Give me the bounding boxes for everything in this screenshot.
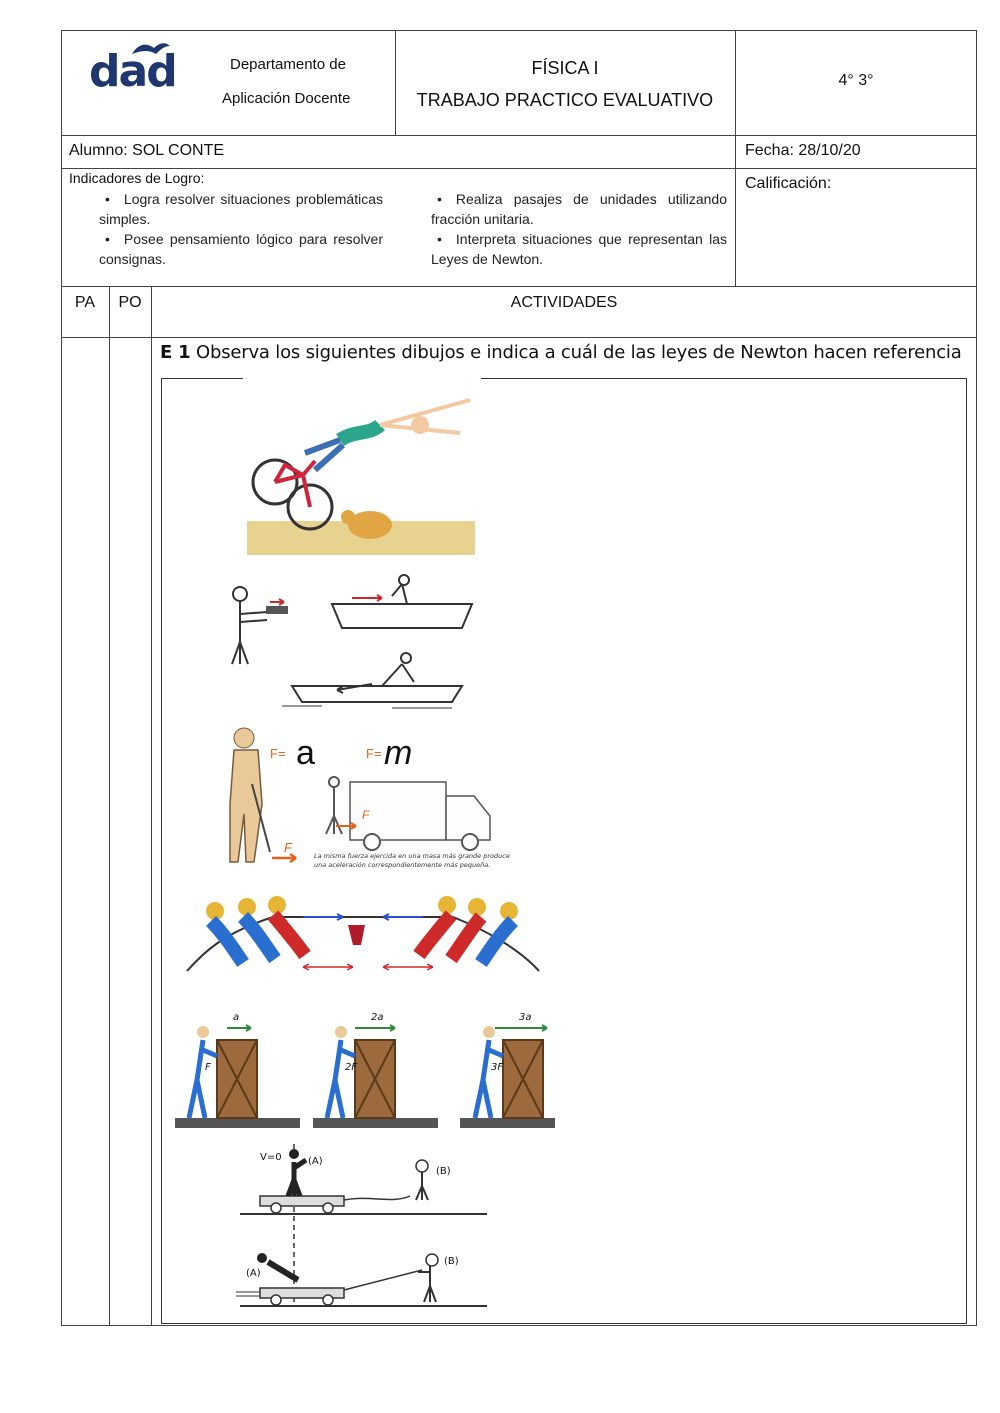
indicator-item: • Posee pensamiento lógico para resolver consignas. — [99, 231, 383, 267]
crate-acc-2: 2a — [371, 1012, 384, 1023]
date-value: 28/10/20 — [798, 142, 861, 159]
course-label: 4° 3° — [838, 72, 874, 89]
force-label-golfer: F — [284, 840, 292, 855]
figure-tug-of-war — [183, 893, 543, 978]
caption-line-2: una aceleración correspondientemente más pequeña. — [314, 861, 491, 869]
indicators-title: Indicadores de Logro: — [69, 170, 205, 186]
column-activities: ACTIVIDADES — [510, 294, 618, 311]
dad-logo — [80, 40, 190, 102]
indicator-item: • Realiza pasajes de unidades utilizando fracción unitaria. — [431, 191, 727, 227]
subject-title: FÍSICA I — [531, 58, 599, 78]
crate-acc-3: 3a — [519, 1012, 532, 1023]
figure-bike-crash — [245, 385, 485, 560]
divider-logo — [395, 30, 396, 135]
student-label: Alumno: — [69, 142, 128, 159]
divider-student — [61, 168, 977, 169]
crate-scene-3 — [460, 1025, 555, 1128]
date-row — [745, 142, 861, 160]
exercise-line — [160, 342, 962, 363]
crate-acc-1: a — [233, 1012, 240, 1023]
dept-line-1: Departamento de — [230, 56, 346, 73]
illustrations-box-gap — [243, 374, 481, 382]
logo-text: dad — [89, 46, 176, 97]
dept-line-2: Aplicación Docente — [222, 90, 351, 107]
force-label-truck: F — [362, 808, 370, 822]
crate-scene-1 — [175, 1025, 300, 1128]
figure-pushing-crates — [175, 1010, 555, 1135]
formula-acceleration: a — [296, 734, 315, 772]
exercise-number: E 1 — [160, 342, 191, 363]
divider-right — [735, 30, 736, 286]
crate-force-1: F — [205, 1062, 211, 1073]
rope-flag — [348, 925, 365, 945]
team-red — [419, 896, 518, 963]
work-title: TRABAJO PRACTICO EVALUATIVO — [416, 90, 714, 110]
divider-indicators — [61, 286, 977, 287]
formula-f-1: F= — [270, 746, 286, 761]
boat-upper — [332, 604, 472, 628]
formula-f-2: F= — [366, 746, 382, 761]
team-blue — [206, 896, 305, 963]
date-label: Fecha: — [745, 142, 794, 159]
divider-po — [151, 286, 152, 1326]
student-name: SOL CONTE — [132, 142, 225, 159]
grade-label: Calificación: — [745, 175, 832, 192]
label-b-bottom: (B) — [444, 1256, 459, 1267]
indicator-item: • Interpreta situaciones que representan las Leyes de Newton. — [431, 231, 727, 267]
student-row — [69, 142, 224, 160]
caption-line-1: La misma fuerza ejercida en una masa más grande produce — [314, 852, 510, 860]
divider-columns — [61, 337, 977, 338]
figure-cart-inertia — [232, 1140, 492, 1315]
force-arrow-golfer — [272, 854, 296, 862]
label-a-bottom: (A) — [246, 1268, 261, 1279]
crate-scene-2 — [313, 1025, 438, 1128]
label-b-top: (B) — [436, 1166, 451, 1177]
exercise-instruction: Observa los siguientes dibujos e indica a cuál de las leyes de Newton hacen referencia — [196, 342, 962, 363]
crate-force-2: 2F — [345, 1062, 358, 1073]
figure-force-mass-acceleration — [222, 724, 512, 874]
figure-recoil-boats — [222, 572, 502, 712]
divider-pa — [109, 286, 110, 1326]
divider-header — [61, 135, 977, 136]
crate-force-3: 3F — [491, 1062, 504, 1073]
boat-lower — [292, 686, 462, 702]
velocity-zero-label: V=0 — [260, 1152, 282, 1163]
indicator-item: • Logra resolver situaciones problemáticas simples. — [99, 191, 383, 227]
formula-mass: m — [384, 734, 413, 772]
column-po: PO — [118, 294, 142, 311]
column-pa: PA — [74, 294, 96, 311]
rider-body — [340, 425, 380, 440]
label-a-top: (A) — [308, 1156, 323, 1167]
